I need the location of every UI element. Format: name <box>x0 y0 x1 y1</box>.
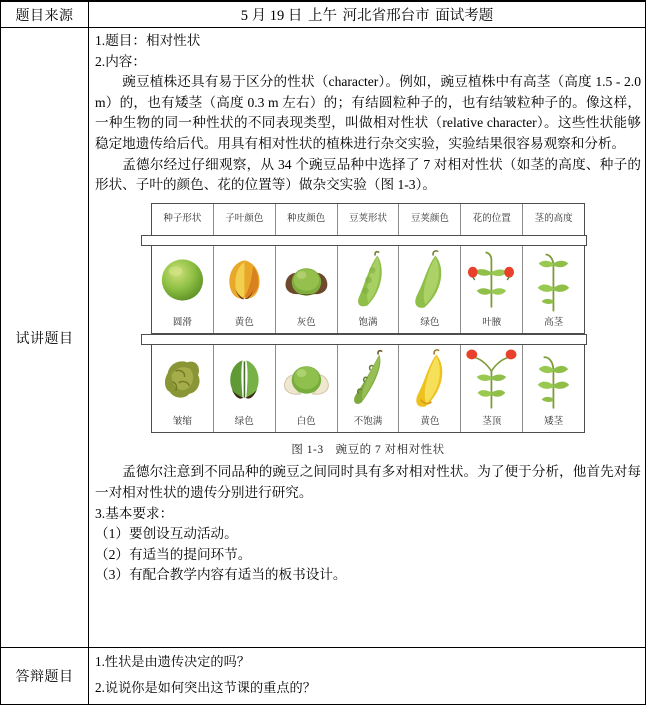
figure-dominant-block <box>151 246 585 334</box>
row-label-source: 题目来源 <box>1 2 89 27</box>
terminal-flower-art <box>461 345 522 413</box>
white-seedcoat-icon <box>276 345 338 413</box>
defense-question-1: 1.性状是由遗传决定的吗？ <box>95 654 250 669</box>
source-kind: 面试考题 <box>435 8 494 24</box>
figure-recessive-image-row <box>152 345 584 413</box>
dwarf-stem-icon <box>523 345 584 413</box>
lesson-requirement-item: （3）有配合教学内容有适当的板书设计。 <box>95 567 347 583</box>
figure-dominant-label-row <box>152 314 584 333</box>
yellow-cotyledon-art <box>214 246 275 314</box>
figure-trait-label: 矮茎 <box>544 416 564 427</box>
figure-trait-label: 高茎 <box>544 317 564 328</box>
figure-shelf-bar-1 <box>141 235 587 246</box>
lesson-requirements-title: 3.基本要求： <box>95 505 174 521</box>
figure-trait-label: 黄色 <box>214 314 276 333</box>
figure-box <box>151 203 585 433</box>
gray-seedcoat-art <box>276 246 337 314</box>
lesson-paragraph-2: 孟德尔经过仔细观察，从 34 个豌豆品种中选择了 7 对相对性状（如茎的高度、种子的形状、子叶的颜色、花的位置等）做杂交实验（图 1-3）。 <box>95 156 641 193</box>
source-period: 上午 <box>308 8 337 24</box>
lesson-content-line: 2.内容： <box>95 53 146 69</box>
figure-trait-label: 黄色 <box>399 413 461 432</box>
axial-flower-icon <box>461 246 523 314</box>
defense-row <box>1 648 645 704</box>
figure-trait-label: 饱满 <box>338 314 400 333</box>
lesson-requirement-item: （2）有适当的提问环节。 <box>95 546 252 562</box>
source-location: 河北省邢台市 <box>342 8 430 24</box>
figure-trait-label: 不饱满 <box>338 413 400 432</box>
wrinkled-seed-icon <box>152 345 214 413</box>
figure-recessive-block <box>151 345 585 433</box>
green-cotyledon-art <box>214 345 275 413</box>
full-pod-icon <box>338 246 400 314</box>
source-date: 5 月 19 日 <box>240 8 303 24</box>
wrinkled-seed-art <box>152 345 213 413</box>
gray-seedcoat-icon <box>276 246 338 314</box>
lesson-content <box>89 28 645 647</box>
source-row <box>1 2 645 28</box>
lesson-row <box>1 28 645 648</box>
yellow-pod-icon <box>399 345 461 413</box>
figure-trait-label: 茎顶 <box>461 413 523 432</box>
defense-question-2: 2.说说你是如何突出这节课的重点的？ <box>95 680 316 695</box>
green-pod-icon <box>399 246 461 314</box>
figure-recessive-label-row <box>152 413 584 432</box>
lesson-paragraph-3: 孟德尔注意到不同品种的豌豆之间同时具有多对相对性状。为了便于分析，他首先对每一对相对性状的遗传分别进行研究。 <box>95 464 641 500</box>
green-pod-art <box>399 246 460 314</box>
figure-header-block <box>151 203 585 235</box>
figure-trait-label: 皱缩 <box>152 413 214 432</box>
terminal-flower-icon <box>461 345 523 413</box>
round-seed-icon <box>152 246 214 314</box>
figure-1-3 <box>95 203 641 461</box>
figure-trait-label: 圆滑 <box>152 314 214 333</box>
figure-caption: 图 1-3 豌豆的 7 对相对性状 <box>291 443 445 456</box>
constricted-pod-art <box>338 345 399 413</box>
figure-shelf-bar-2 <box>141 334 587 345</box>
row-label-lesson: 试讲题目 <box>1 28 89 647</box>
figure-header-cell: 豆荚形状 <box>338 204 400 235</box>
figure-trait-label: 绿色 <box>214 413 276 432</box>
dwarf-stem-art <box>523 345 584 413</box>
yellow-pod-art <box>399 345 460 413</box>
figure-header-cell: 种子形状 <box>152 204 214 235</box>
source-content <box>89 2 645 27</box>
figure-trait-label: 叶腋 <box>461 314 523 333</box>
tall-stem-art <box>523 246 584 314</box>
figure-trait-label: 白色 <box>276 413 338 432</box>
lesson-requirement-item: （1）要创设互动活动。 <box>95 526 238 542</box>
source-title-line <box>240 4 495 25</box>
figure-header-cell: 茎的高度 <box>534 213 573 224</box>
figure-header-cell: 子叶颜色 <box>214 204 276 235</box>
row-label-defense: 答辩题目 <box>1 648 89 704</box>
yellow-cotyledon-icon <box>214 246 276 314</box>
lesson-title-line: 1.题目：相对性状 <box>95 33 201 48</box>
figure-trait-label: 灰色 <box>276 314 338 333</box>
full-pod-art <box>338 246 399 314</box>
figure-header-cell: 豆荚颜色 <box>399 204 461 235</box>
green-cotyledon-icon <box>214 345 276 413</box>
figure-dominant-image-row <box>152 246 584 314</box>
defense-content <box>89 648 645 704</box>
figure-header-row <box>152 204 584 235</box>
axial-flower-art <box>461 246 522 314</box>
round-seed-art <box>152 246 213 314</box>
figure-trait-label: 绿色 <box>399 314 461 333</box>
tall-stem-icon <box>523 246 584 314</box>
lesson-paragraph-1: 豌豆植株还具有易于区分的性状（character）。例如，豌豆植株中有高茎（高度 1.5 - 2.0 m）的，也有矮茎（高度 0.3 m 左右）的；有结圆粒种子的，也有结皱粒种子的。像这样，一种生物的同一种性状的不同表现类型，叫做相对性状（relative character）。这些性状能够稳定地遗传给后代。用具有相对性状的植株进行杂交实验，实验结果很容易观察和分析。 <box>95 74 641 151</box>
figure-header-cell: 种皮颜色 <box>276 204 338 235</box>
figure-header-cell: 花的位置 <box>461 204 523 235</box>
white-seedcoat-art <box>276 345 337 413</box>
constricted-pod-icon <box>338 345 400 413</box>
